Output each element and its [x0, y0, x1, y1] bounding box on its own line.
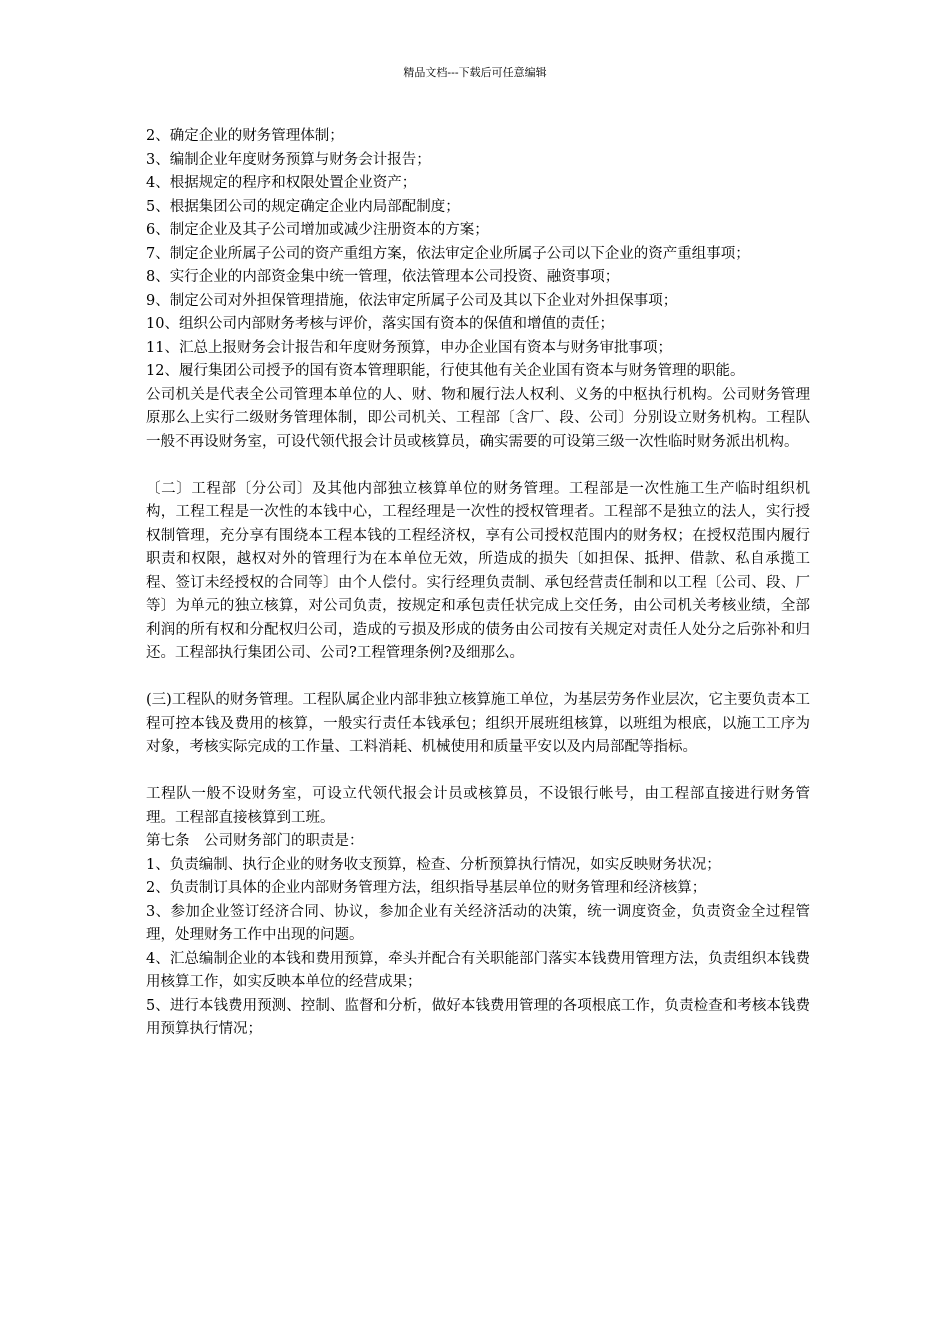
page-header: 精品文档---下载后可任意编辑 [403, 66, 547, 79]
paragraph: 11、汇总上报财务会计报告和年度财务预算，申办企业国有资本与财务审批事项； [146, 339, 672, 356]
paragraph: 7、制定企业所属子公司的资产重组方案，依法审定企业所属子公司以下企业的资产重组事项； [146, 245, 750, 262]
paragraph: 2、负责制订具体的企业内部财务管理方法，组织指导基层单位的财务管理和经济核算； [146, 880, 707, 896]
paragraph: 8、实行企业的内部资金集中统一管理，依法管理本公司投资、融资事项； [146, 269, 620, 285]
paragraph: 9、制定公司对外担保管理措施，依法审定所属子公司及其以下企业对外担保事项； [146, 292, 678, 309]
paragraph: 公司机关是代表全公司管理本单位的人、财、物和履行法人权利、义务的中枢执行机构。公司财务管理原那么上实行二级财务管理体制，即公司机关、工程部〔含厂、段、公司〕分别设立财务机构。工程队一般不再设财务室，可设代领代报会计员或核算员，确实需要的可设第三级一次性临时财务派出机构。 [146, 386, 810, 450]
paragraph: 4、根据规定的程序和权限处置企业资产； [146, 175, 417, 191]
paragraph: 12、履行集团公司授予的国有资本管理职能，行使其他有关企业国有资本与财务管理的职能。 [146, 363, 745, 379]
paragraph: 3、编制企业年度财务预算与财务会计报告； [146, 151, 431, 168]
paragraph: 〔二〕工程部〔分公司〕及其他内部独立核算单位的财务管理。工程部是一次性施工生产临时组织机构，工程工程是一次性的本钱中心，工程经理是一次性的授权管理者。工程部不是独立的法人，实行授权制管理，充分享有围绕本工程本钱的工程经济权，享有公司授权范围内的财务权；在授权范围内履行职责和权限，越权对外的管理行为在本单位无效，所造成的损失〔如担保、抵押、借款、私自承揽工程、签订未经授权的合同等〕由个人偿付。实行经理负责制、承包经营责任制和以工程〔公司、段、厂等〕为单元的独立核算，对公司负责，按规定和承包责任状完成上交任务，由公司机关考核业绩，全部利润的所有权和分配权归公司，造成的亏损及形成的债务由公司按有关规定对责任人处分之后弥补和归还。工程部执行集团公司、公司?工程管理条例?及细那么。 [146, 480, 810, 661]
paragraph: 10、组织公司内部财务考核与评价，落实国有资本的保值和增值的责任； [146, 316, 614, 332]
document-body [146, 125, 810, 1042]
paragraph: 5、根据集团公司的规定确定企业内局部配制度； [146, 198, 460, 215]
paragraph: (三)工程队的财务管理。工程队属企业内部非独立核算施工单位，为基层劳务作业层次，它主要负责本工程可控本钱及费用的核算，一般实行责任本钱承包；组织开展班组核算，以班组为根底，以施工工序为对象，考核实际完成的工作量、工料消耗、机械使用和质量平安以及内局部配等指标。 [146, 692, 810, 755]
paragraph: 4、汇总编制企业的本钱和费用预算，牵头并配合有关职能部门落实本钱费用管理方法，负责组织本钱费用核算工作，如实反映本单位的经营成果； [146, 950, 810, 990]
paragraph: 工程队一般不设财务室，可设立代领代报会计员或核算员，不设银行帐号，由工程部直接进行财务管理。工程部直接核算到工班。 [146, 786, 810, 826]
paragraph: 6、制定企业及其子公司增加或减少注册资本的方案； [146, 222, 489, 238]
paragraph: 2、确定企业的财务管理体制； [146, 128, 344, 144]
article-heading: 第七条 公司财务部门的职责是： [146, 833, 364, 849]
paragraph: 1、负责编制、执行企业的财务收支预算，检查、分析预算执行情况，如实反映财务状况； [146, 856, 721, 873]
paragraph: 5、进行本钱费用预测、控制、监督和分析，做好本钱费用管理的各项根底工作，负责检查和考核本钱费用预算执行情况； [146, 997, 810, 1037]
paragraph: 3、参加企业签订经济合同、协议，参加企业有关经济活动的决策，统一调度资金，负责资金全过程管理，处理财务工作中出现的问题。 [146, 903, 810, 943]
